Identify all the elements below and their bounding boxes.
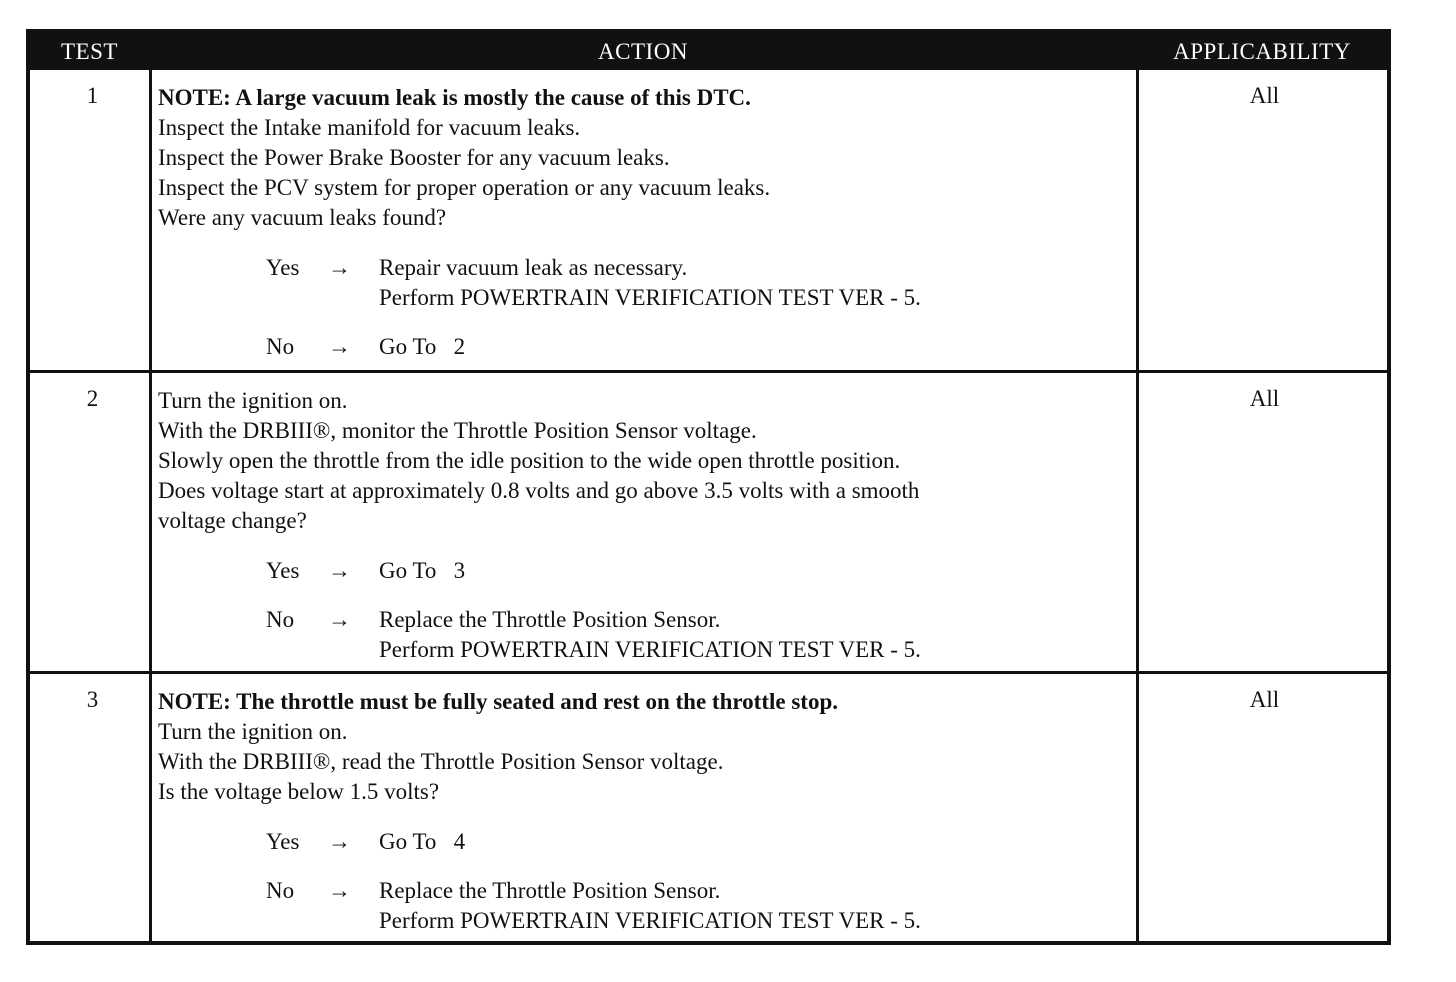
header-action: ACTION — [598, 39, 688, 64]
result-no — [158, 332, 1138, 362]
arrow-right-icon: → — [328, 878, 351, 903]
action-line: Turn the ignition on. — [158, 719, 348, 744]
result-line: Replace the Throttle Position Sensor. — [379, 607, 721, 632]
action-line: Is the voltage below 1.5 volts? — [158, 779, 440, 804]
result-label: Yes — [266, 255, 300, 280]
note-text: NOTE: The throttle must be fully seated and rest on the throttle stop. — [158, 689, 838, 714]
action-line: Inspect the PCV system for proper operation or any vacuum leaks. — [158, 175, 771, 200]
test-number: 2 — [86, 386, 99, 411]
action-line: With the DRBIII®, read the Throttle Position Sensor voltage. — [158, 749, 724, 774]
result-no — [158, 605, 1138, 665]
result-yes — [158, 556, 1138, 586]
result-text — [379, 876, 921, 936]
action-line: Inspect the Power Brake Booster for any vacuum leaks. — [158, 145, 670, 170]
table-row — [30, 70, 1387, 370]
applicability: All — [1249, 386, 1280, 411]
action-line: Does voltage start at approximately 0.8 volts and go above 3.5 volts with a smooth — [158, 478, 920, 503]
arrow-right-icon: → — [328, 334, 351, 359]
result-line: Perform POWERTRAIN VERIFICATION TEST VER - 5. — [379, 637, 921, 662]
result-text — [379, 827, 465, 857]
header-test: TEST — [61, 39, 118, 64]
action-line: Slowly open the throttle from the idle position to the wide open throttle position. — [158, 448, 901, 473]
result-label: No — [266, 334, 295, 359]
action-line: Inspect the Intake manifold for vacuum leaks. — [158, 115, 581, 140]
action-cell — [158, 83, 1138, 362]
action-line: Turn the ignition on. — [158, 388, 348, 413]
arrow-right-icon: → — [328, 607, 351, 632]
arrow-right-icon: → — [328, 255, 351, 280]
result-yes — [158, 827, 1138, 857]
result-text — [379, 605, 921, 665]
result-label: No — [266, 878, 295, 903]
test-number: 1 — [86, 83, 99, 108]
result-label: No — [266, 607, 295, 632]
result-line: Perform POWERTRAIN VERIFICATION TEST VER - 5. — [379, 285, 921, 310]
note-text: NOTE: A large vacuum leak is mostly the cause of this DTC. — [158, 85, 751, 110]
result-label: Yes — [266, 558, 300, 583]
result-line: Go To 2 — [379, 334, 466, 359]
applicability: All — [1249, 687, 1280, 712]
result-line: Go To 3 — [379, 558, 466, 583]
action-cell — [158, 386, 1138, 665]
header-applicability: APPLICABILITY — [1173, 39, 1351, 64]
table-row — [30, 373, 1387, 671]
arrow-right-icon: → — [328, 829, 351, 854]
result-line: Go To 4 — [379, 829, 466, 854]
result-text — [379, 253, 921, 313]
result-text — [379, 556, 465, 586]
result-line: Repair vacuum leak as necessary. — [379, 255, 688, 280]
action-cell — [158, 687, 1138, 936]
result-line: Perform POWERTRAIN VERIFICATION TEST VER - 5. — [379, 908, 921, 933]
action-line: voltage change? — [158, 508, 307, 533]
table-header — [30, 33, 1387, 70]
test-number: 3 — [86, 687, 99, 712]
diagnostic-table — [26, 29, 1391, 945]
table-row — [30, 674, 1387, 941]
action-line: Were any vacuum leaks found? — [158, 205, 447, 230]
arrow-right-icon: → — [328, 558, 351, 583]
result-line: Replace the Throttle Position Sensor. — [379, 878, 721, 903]
result-label: Yes — [266, 829, 300, 854]
applicability: All — [1249, 83, 1280, 108]
result-yes — [158, 253, 1138, 313]
action-line: With the DRBIII®, monitor the Throttle Position Sensor voltage. — [158, 418, 757, 443]
result-text — [379, 332, 465, 362]
result-no — [158, 876, 1138, 936]
